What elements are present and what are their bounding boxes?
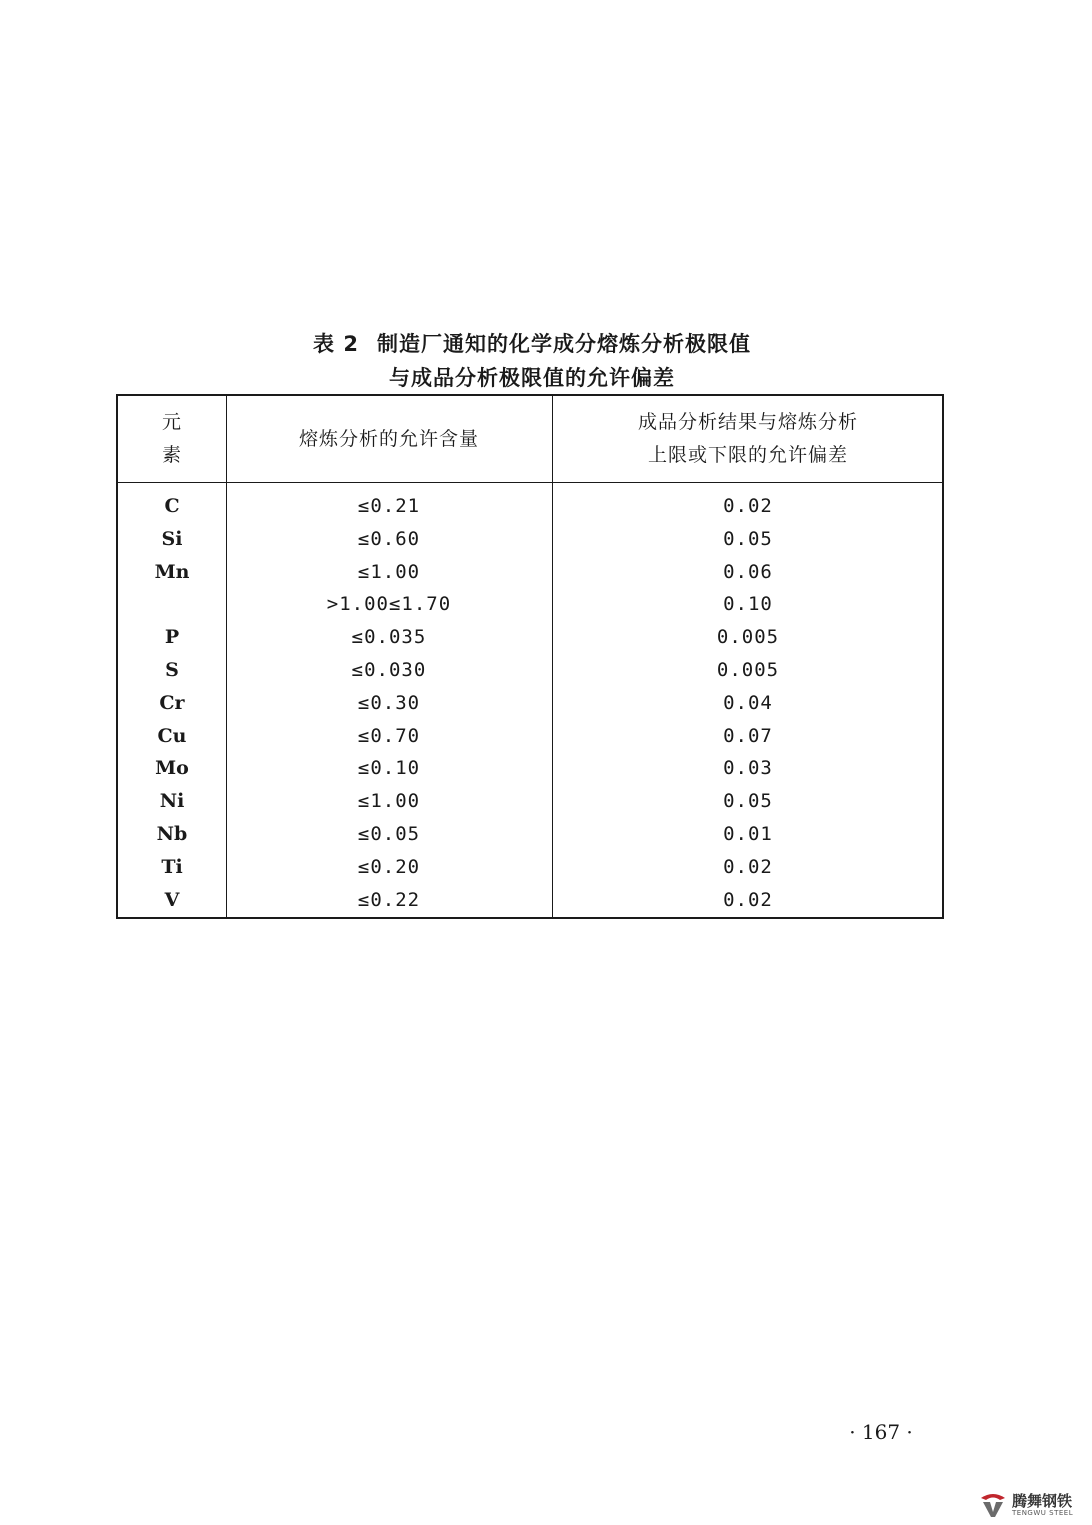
- table-row: [118, 523, 942, 556]
- cell-product-deviation: 0.07: [723, 724, 773, 747]
- table-body: [118, 490, 942, 916]
- cell-melt-limit: ≤1.00: [357, 790, 421, 813]
- table-row: [118, 654, 942, 687]
- cell-element: P: [164, 626, 180, 649]
- cell-product-deviation: 0.02: [723, 495, 773, 517]
- cell-product-deviation: 0.10: [723, 593, 773, 616]
- table-row: [118, 851, 942, 884]
- cell-element: [118, 588, 226, 621]
- tengwu-emblem-icon: [978, 1492, 1008, 1518]
- watermark-subtitle: TENGWU STEEL: [1012, 1509, 1074, 1517]
- table-row: [118, 785, 942, 818]
- watermark-logo: [978, 1488, 1088, 1522]
- header-product-deviation: [552, 396, 944, 482]
- cell-product-deviation: 0.06: [723, 560, 773, 583]
- table-row: [118, 556, 942, 589]
- table-title-line-1: [0, 328, 1078, 358]
- cell-element: Cr: [159, 691, 185, 714]
- cell-product-deviation: 0.05: [723, 790, 773, 813]
- cell-melt-limit: ≤0.22: [357, 888, 421, 911]
- table-title-text: 制造厂通知的化学成分熔炼分析极限值: [376, 332, 751, 356]
- header-element: [118, 396, 226, 482]
- deviation-table: [116, 394, 944, 919]
- cell-element: Mn: [154, 560, 190, 583]
- cell-product-deviation: 0.04: [723, 691, 773, 714]
- cell-product-deviation: 0.005: [716, 626, 780, 649]
- cell-melt-limit: >1.00≤1.70: [326, 593, 452, 616]
- cell-element: S: [165, 658, 179, 681]
- watermark-name: 腾舞钢铁: [1012, 1492, 1073, 1510]
- cell-product-deviation: 0.02: [723, 888, 773, 911]
- cell-element: V: [164, 888, 180, 911]
- cell-product-deviation: 0.02: [723, 855, 773, 878]
- cell-product-deviation: 0.05: [723, 527, 773, 550]
- table-title-line-2: 与成品分析极限值的允许偏差: [389, 366, 675, 390]
- table-row: [118, 490, 942, 523]
- cell-melt-limit: ≤0.05: [357, 822, 421, 845]
- header-element-line-1: 元: [161, 411, 182, 433]
- cell-product-deviation: 0.03: [723, 757, 773, 780]
- cell-element: Nb: [156, 822, 188, 845]
- table-row: [118, 621, 942, 654]
- cell-element: C: [164, 495, 180, 517]
- header-melt-label: 熔炼分析的允许含量: [298, 427, 479, 450]
- header-product-line-1: 成品分析结果与熔炼分析: [637, 411, 858, 433]
- cell-melt-limit: ≤0.30: [357, 691, 421, 714]
- table-row: [118, 588, 942, 621]
- cell-product-deviation: 0.005: [716, 658, 780, 681]
- header-melt-analysis: [226, 396, 552, 482]
- cell-melt-limit: ≤0.035: [351, 626, 427, 649]
- cell-melt-limit: ≤0.20: [357, 855, 421, 878]
- cell-melt-limit: ≤0.10: [357, 757, 421, 780]
- table-number: 表 2: [313, 332, 359, 356]
- table-row: [118, 720, 942, 753]
- table-row: [118, 687, 942, 720]
- table-row: [118, 752, 942, 785]
- cell-melt-limit: ≤0.70: [357, 724, 421, 747]
- cell-element: Cu: [157, 724, 187, 747]
- table-row: [118, 818, 942, 851]
- cell-element: Mo: [155, 757, 189, 780]
- cell-melt-limit: ≤0.21: [357, 495, 421, 517]
- cell-melt-limit: ≤0.60: [357, 527, 421, 550]
- page-number: · 167 ·: [849, 1420, 913, 1444]
- cell-element: Si: [161, 527, 183, 550]
- header-element-line-2: 素: [161, 444, 182, 466]
- header-product-line-2: 上限或下限的允许偏差: [647, 444, 848, 466]
- cell-element: Ni: [159, 790, 185, 813]
- cell-element: Ti: [161, 855, 183, 878]
- header-divider: [118, 482, 942, 483]
- cell-melt-limit: ≤0.030: [351, 658, 427, 681]
- table-row: [118, 884, 942, 917]
- cell-melt-limit: ≤1.00: [357, 560, 421, 583]
- cell-product-deviation: 0.01: [723, 822, 773, 845]
